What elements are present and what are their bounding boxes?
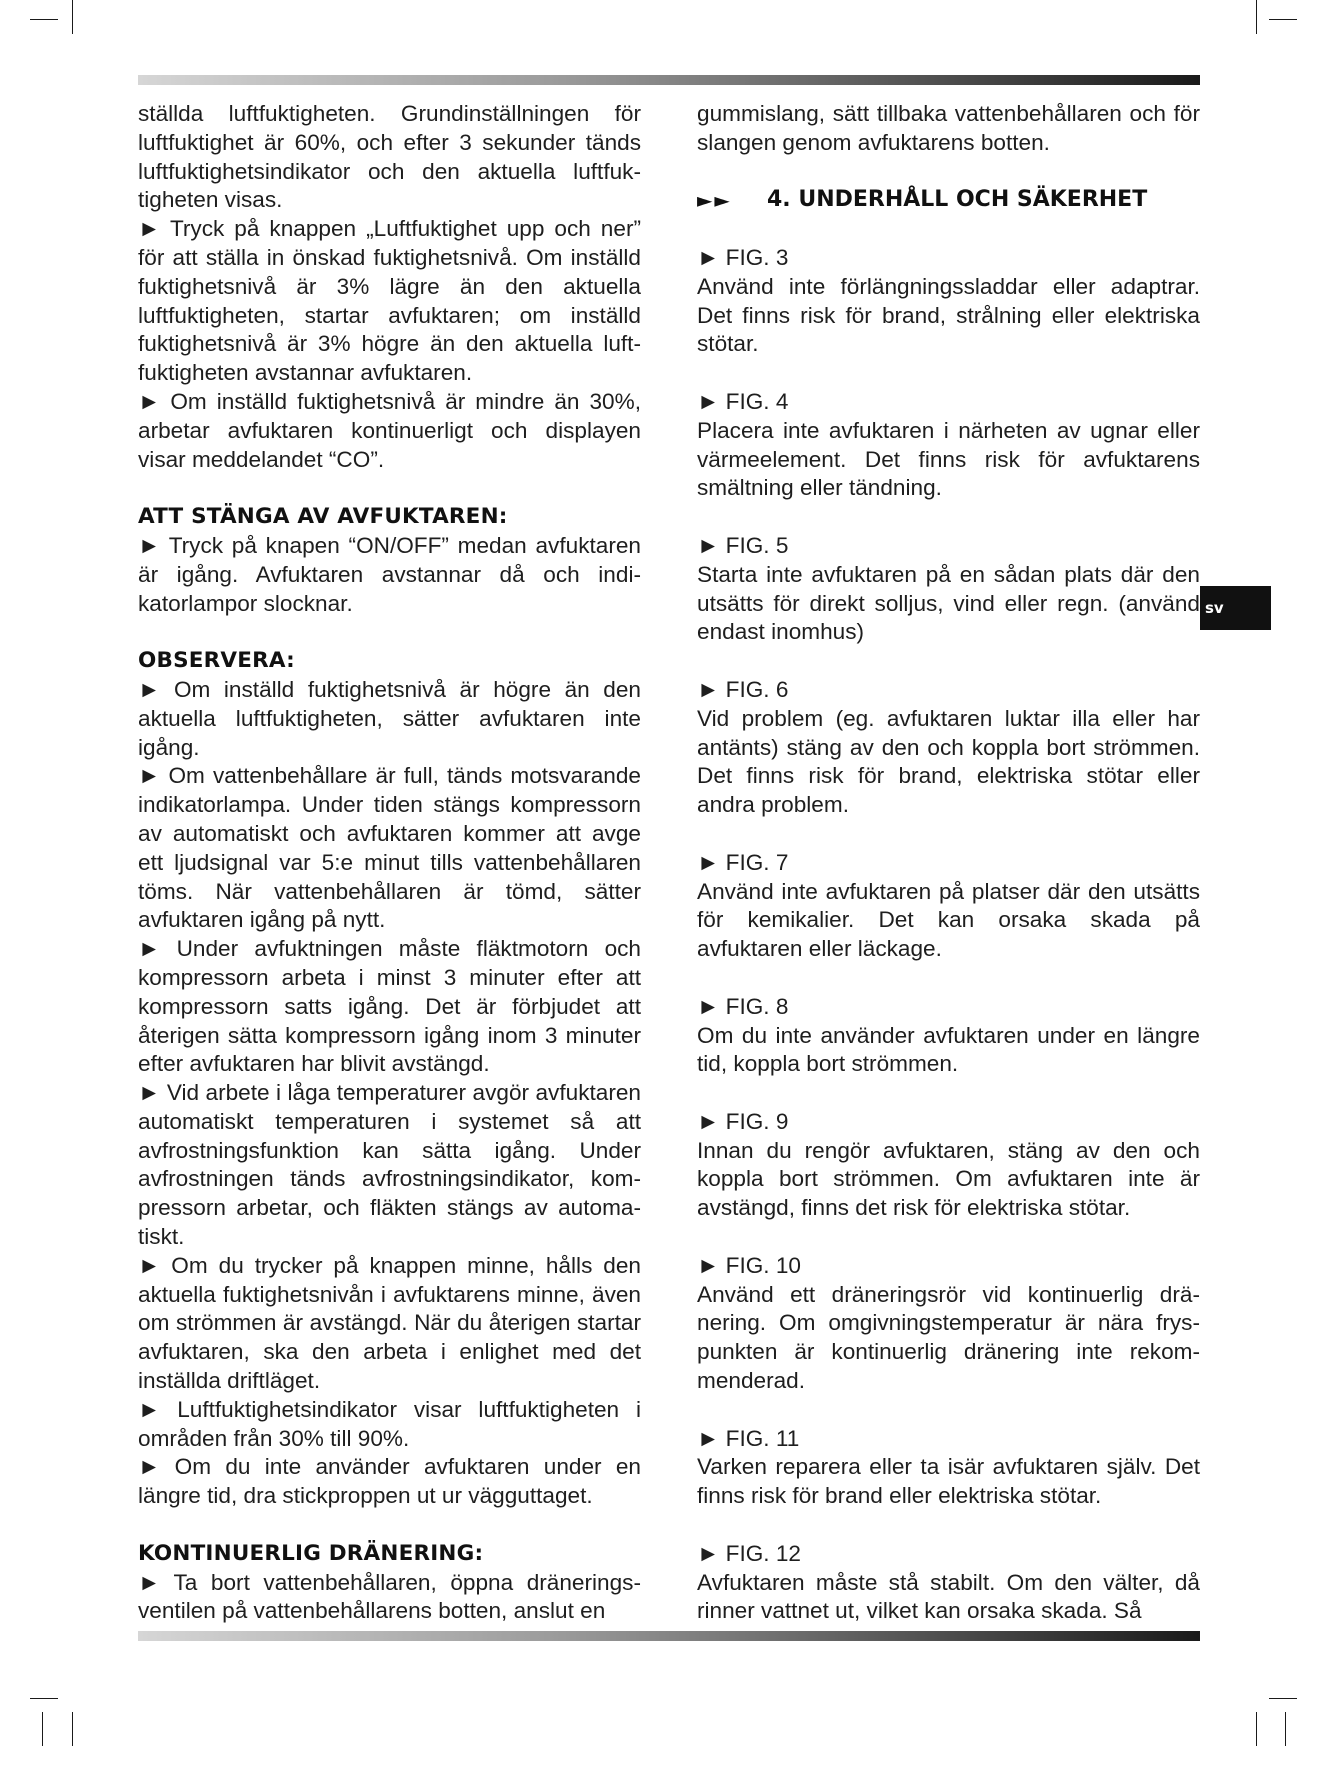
spacer: [697, 1223, 1200, 1252]
section-title: [697, 186, 1200, 215]
spacer: [138, 618, 641, 647]
fig-text: Använd ett dräneringsrör vid kontinuerlig dränering. Om omgivningstemperatur är nära fryspunkten är kontinuerlig dränering inte rekommenderad.: [697, 1281, 1200, 1394]
intro-paragraph: ställda luftfuktigheten. Grundinställningen för luftfuktighet är 60%, och efter 3 sekunder tänds luftfuktighetsindikator och den aktuella luftfuktigheten visas.: [138, 101, 641, 213]
fig-label: ► FIG. 7: [697, 849, 789, 875]
right-column: [697, 100, 1200, 1626]
top-gradient-rule: [138, 75, 1200, 85]
fig-label: ► FIG. 12: [697, 1540, 801, 1566]
spacer: [697, 215, 1200, 244]
crop-mark-top-right-v: [1256, 0, 1257, 34]
fig-text: Placera inte avfuktaren i närheten av ugnar eller värmeelement. Det finns risk för avfuktarens smältning eller tändning.: [697, 417, 1200, 501]
double-arrow-icon: ►►: [697, 188, 732, 213]
crop-mark-bottom-right-v: [1256, 1712, 1257, 1746]
crop-mark-top-left-v: [72, 0, 73, 34]
note-bullet: ► Om inställd fuktighetsnivå är högre än den aktuella luftfuktigheten, sätter avfuktaren inte igång.: [138, 676, 648, 760]
crop-mark-top-left-h: [30, 19, 58, 20]
crop-mark-bottom-left-h: [30, 1698, 58, 1699]
fig-text: Använd inte förlängningssladdar eller adaptrar. Det finns risk för brand, strålning eller elektriska stötar.: [697, 273, 1200, 357]
spacer: [697, 503, 1200, 532]
left-column: [138, 100, 648, 1626]
drain-heading: KONTINUERLIG DRÄNERING:: [138, 1540, 484, 1566]
fig-text: Starta inte avfuktaren på en sådan plats där den utsätts för direkt solljus, vind eller regn. (använd endast inomhus): [697, 561, 1200, 645]
spacer: [697, 158, 1200, 187]
spacer: [697, 820, 1200, 849]
spacer: [697, 359, 1200, 388]
spacer: [138, 474, 641, 503]
stop-text: ► Tryck på knapen “ON/OFF” medan avfuktaren är igång. Avfuktaren avstannar då och indikatorlampor slocknar.: [138, 532, 648, 616]
bottom-gradient-rule: [138, 1631, 1200, 1641]
stop-heading: ATT STÄNGA AV AVFUKTAREN:: [138, 504, 508, 530]
fig-label: ► FIG. 6: [697, 676, 789, 702]
note-heading: OBSERVERA:: [138, 648, 295, 674]
fig-text: Om du inte använder avfuktaren under en längre tid, koppla bort strömmen.: [697, 1022, 1200, 1077]
crop-mark-top-right-h: [1269, 19, 1297, 20]
note-bullet: ► Om du inte använder avfuktaren under en längre tid, dra stickproppen ut ur vägguttaget.: [138, 1454, 648, 1509]
spacer: [697, 964, 1200, 993]
fig-label: ► FIG. 11: [697, 1425, 800, 1451]
note-bullet: ► Vid arbete i låga temperaturer avgör avfuktaren automatiskt temperaturen i systemet så att avfrostningsfunktion kan sätta igång. Under avfrostningen tänds avfrostningsindikator, kompressorn arbetar, och fläkten stängs av automatiskt.: [138, 1080, 648, 1250]
fig-label: ► FIG. 9: [697, 1108, 789, 1134]
fig-text: Vid problem (eg. avfuktaren luktar illa eller har antänts) stäng av den och koppla bort strömmen. Det finns risk för brand, elektriska stötar eller andra problem.: [697, 705, 1200, 818]
bullet-humidity-buttons: ► Tryck på knappen „Luftfuktighet upp och ner” för att ställa in önskad fuktighetsnivå. Om inställd fuktighetsnivå är 3% lägre än den aktuella luftfuktigheten, startar avfuktaren; om inställd fuktighetsnivå är 3% högre än den aktuella luftfuktigheten avstannar avfuktaren.: [138, 216, 648, 386]
language-tab: sv: [1200, 586, 1271, 630]
spacer: [697, 1396, 1200, 1425]
fig-label: ► FIG. 3: [697, 244, 789, 270]
fig-text: Innan du rengör avfuktaren, stäng av den och koppla bort strömmen. Om avfuktaren inte är avstängd, finns det risk för elektriska stötar.: [697, 1137, 1200, 1221]
section-title-text: 4. UNDERHÅLL OCH SÄKERHET: [767, 187, 1148, 213]
crop-mark-bottom-left-v2: [72, 1712, 73, 1746]
fig-text: Använd inte avfuktaren på platser där den utsätts för kemikalier. Det kan orsaka skada på avfuktaren eller läckage.: [697, 878, 1200, 962]
note-bullet: ► Om vattenbehållare är full, tänds motsvarande indikatorlampa. Under tiden stängs kompressorn av automatiskt och avfuktaren kommer att avge ett ljudsignal var 5:e minut tills vattenbehållaren töms. När vattenbehållaren är tömd, sätter avfuktaren igång på nytt.: [138, 763, 648, 933]
spacer: [697, 1511, 1200, 1540]
crop-mark-bottom-right-h: [1269, 1698, 1297, 1699]
spacer: [138, 1511, 641, 1540]
fig-label: ► FIG. 8: [697, 993, 789, 1019]
note-bullet: ► Luftfuktighetsindikator visar luftfuktigheten i områden från 30% till 90%.: [138, 1396, 648, 1451]
crop-mark-bottom-right-v2: [1285, 1712, 1286, 1746]
crop-mark-bottom-left-v: [42, 1712, 43, 1746]
note-bullet: ► Under avfuktningen måste fläktmotorn och kompressorn arbeta i minst 3 minuter efter att kompressorn satts igång. Det är förbjudet att återigen sätta kompressorn igång inom 3 minuter efter avfuktaren har blivit avstängd.: [138, 936, 648, 1077]
fig-label: ► FIG. 10: [697, 1252, 801, 1278]
spacer: [697, 647, 1200, 676]
spacer: [697, 1079, 1200, 1108]
bullet-humidity-below-30: ► Om inställd fuktighetsnivå är mindre än 30%, arbetar avfuktaren kontinuerligt och displayen visar meddelandet “CO”.: [138, 388, 648, 472]
fig-text: Avfuktaren måste stå stabilt. Om den välter, då rinner vattnet ut, vilket kan orsaka skada. Så: [697, 1569, 1200, 1624]
intro-paragraph-continued: gummislang, sätt tillbaka vattenbehållaren och för slangen genom avfuktarens botten.: [697, 101, 1200, 155]
fig-text: Varken reparera eller ta isär avfuktaren själv. Det finns risk för brand eller elektriska stötar.: [697, 1454, 1200, 1509]
fig-label: ► FIG. 5: [697, 532, 789, 558]
fig-label: ► FIG. 4: [697, 388, 789, 414]
drain-text: ► Ta bort vattenbehållaren, öppna dräneringsventilen på vattenbehållarens botten, anslut en: [138, 1569, 641, 1624]
note-bullet: ► Om du trycker på knappen minne, hålls den aktuella fuktighetsnivån i avfuktarens minne, även om strömmen är avstängd. När du återigen startar avfuktaren, ska den arbeta i enlighet med det inställda driftläget.: [138, 1252, 648, 1394]
